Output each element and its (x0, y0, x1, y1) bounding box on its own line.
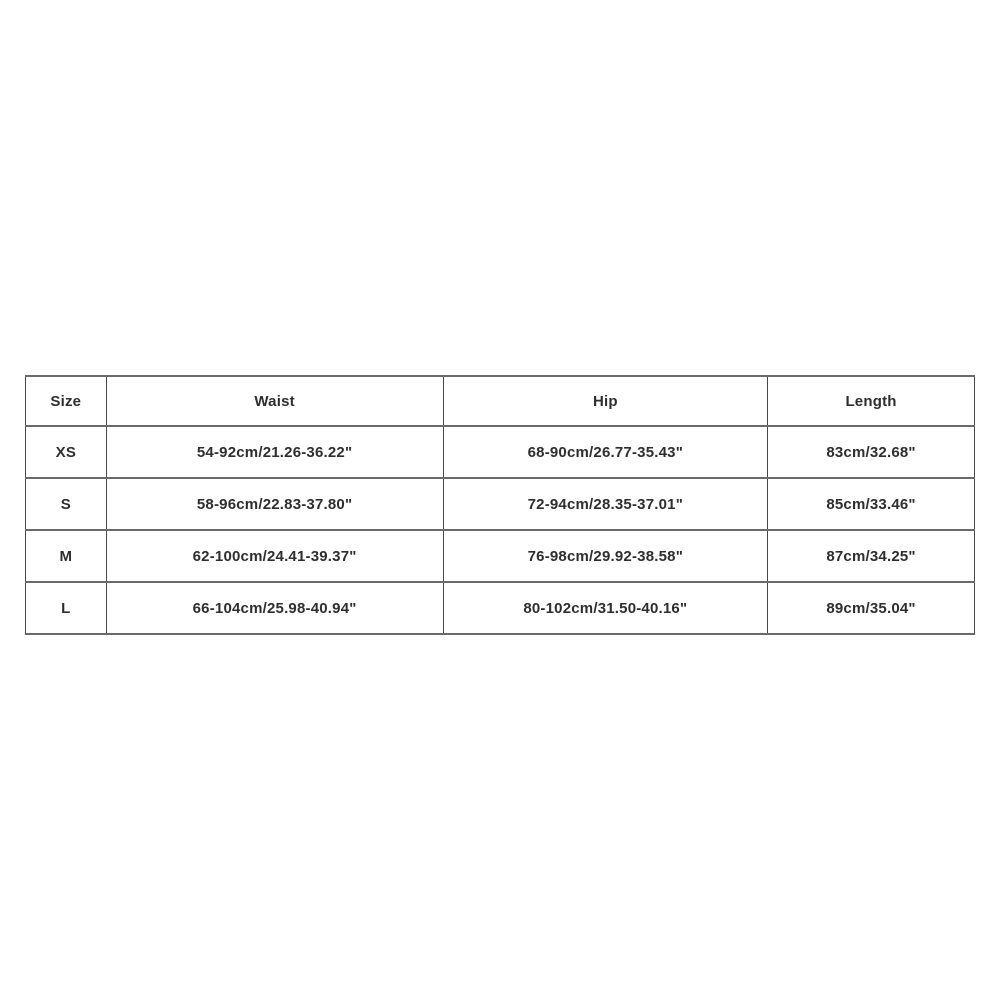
table-row-l (26, 582, 975, 634)
size-cell: L (26, 582, 107, 634)
hip-cell: 76-98cm/29.92-38.58" (443, 530, 768, 582)
size-chart-header (26, 376, 975, 426)
table-row-m (26, 530, 975, 582)
length-cell: 89cm/35.04" (768, 582, 975, 634)
size-cell: M (26, 530, 107, 582)
waist-cell: 66-104cm/25.98-40.94" (106, 582, 443, 634)
column-header-size: Size (26, 376, 107, 426)
hip-cell: 80-102cm/31.50-40.16" (443, 582, 768, 634)
length-cell: 83cm/32.68" (768, 426, 975, 478)
size-chart-table (25, 375, 975, 635)
length-cell: 87cm/34.25" (768, 530, 975, 582)
waist-cell: 62-100cm/24.41-39.37" (106, 530, 443, 582)
size-chart (25, 375, 975, 635)
column-header-length: Length (768, 376, 975, 426)
table-row-s (26, 478, 975, 530)
column-header-waist: Waist (106, 376, 443, 426)
column-header-hip: Hip (443, 376, 768, 426)
waist-cell: 58-96cm/22.83-37.80" (106, 478, 443, 530)
waist-cell: 54-92cm/21.26-36.22" (106, 426, 443, 478)
size-cell: S (26, 478, 107, 530)
hip-cell: 68-90cm/26.77-35.43" (443, 426, 768, 478)
size-cell: XS (26, 426, 107, 478)
table-row-xs (26, 426, 975, 478)
header-row (26, 376, 975, 426)
hip-cell: 72-94cm/28.35-37.01" (443, 478, 768, 530)
length-cell: 85cm/33.46" (768, 478, 975, 530)
size-chart-body (26, 426, 975, 634)
